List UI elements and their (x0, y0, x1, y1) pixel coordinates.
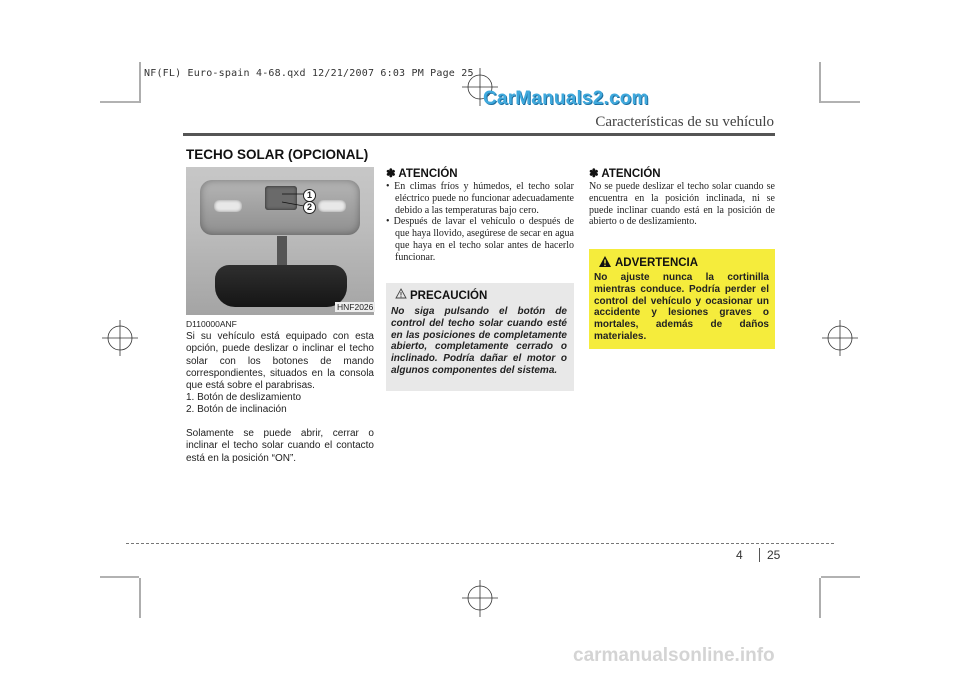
header-rule (183, 133, 775, 136)
print-header: NF(FL) Euro-spain 4-68.qxd 12/21/2007 6:03 PM Page 25 (144, 68, 474, 79)
ignition-paragraph: Solamente se puede abrir, cerrar o inclinar el techo solar cuando el contacto está en la posición “ON”. (186, 428, 374, 464)
caution-triangle-icon (395, 288, 407, 299)
list-item: 1. Botón de deslizamiento (186, 392, 302, 403)
watermark-logo[interactable]: CarManuals2.com (483, 88, 649, 109)
callout-2: 2 (303, 201, 316, 214)
list-item: • En climas fríos y húmedos, el techo solar eléctrico puede no funcionar adecuadamente debido a las temperaturas bajo cero. (386, 181, 574, 216)
warning-heading: ADVERTENCIA (615, 257, 699, 269)
attention-heading: ✽ ATENCIÓN (386, 168, 458, 180)
mirror-stem (277, 236, 287, 268)
chapter-number: 4 (736, 548, 743, 562)
chapter-title: Características de su vehículo (595, 114, 774, 130)
list-item: 2. Botón de inclinación (186, 404, 287, 415)
section-code: D110000ANF (186, 319, 237, 329)
callout-1: 1 (303, 189, 316, 202)
warning-text: No ajuste nunca la cortinilla mientras conduce. Podría perder el control del vehículo y ocasionar un accidente y lesiones graves o mortales, además de daños materiales. (594, 272, 769, 342)
photo-code: HNF2026 (337, 302, 374, 312)
footer-divider (759, 548, 760, 562)
caution-text: No siga pulsando el botón de control del techo solar cuando esté en las posiciones de completamente abierto, completamente cerrado o inclinado. Podría dañar el motor o algunos componentes del sistema. (391, 306, 567, 376)
intro-paragraph: Si su vehículo está equipado con esta opción, puede deslizar o inclinar el techo solar con los botones de mando correspondientes, situados en la consola que está sobre el parabrisas. (186, 331, 374, 392)
warning-triangle-icon (598, 255, 612, 268)
attention-text: No se puede deslizar el techo solar cuando se encuentra en la posición inclinada, ni se puede inclinar cuando está en la posición de abierto o de deslizamiento. (589, 181, 775, 228)
watermark-footer[interactable]: carmanualsonline.info (573, 645, 775, 666)
caution-heading: PRECAUCIÓN (410, 290, 488, 302)
attention-list (386, 181, 574, 264)
section-title: TECHO SOLAR (OPCIONAL) (186, 147, 369, 162)
footer-rule (126, 543, 834, 544)
page-number: 25 (767, 548, 781, 562)
attention-heading: ✽ ATENCIÓN (589, 168, 661, 180)
list-item: • Después de lavar el vehículo o después de que haya llovido, asegúrese de secar en agua que haya en el techo solar antes de hacerlo funcionar. (386, 216, 574, 263)
rearview-mirror (215, 265, 347, 307)
